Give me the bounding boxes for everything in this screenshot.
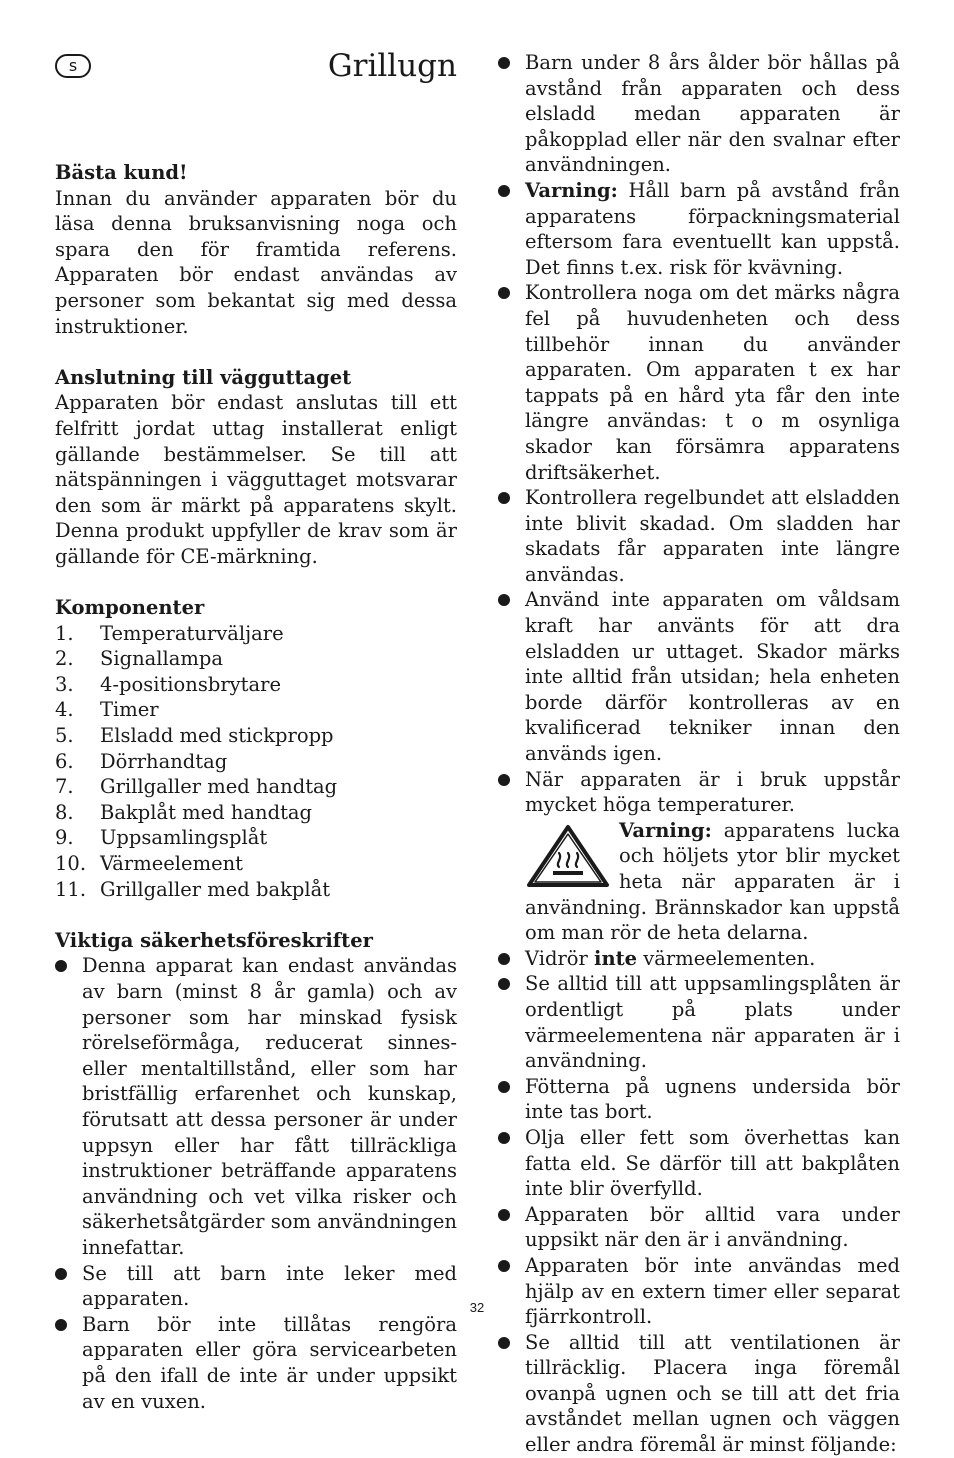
bullet-icon <box>498 594 510 606</box>
connection-heading: Anslutning till vägguttaget <box>55 365 352 389</box>
intro-text: Innan du använder apparaten bör du läsa denna bruksanvisning noga och spara den för framtida referens. Apparaten bör endast användas av personer som bekantat sig med dessa instruktioner. <box>55 186 457 338</box>
list-item: 3. 4-positionsbrytare <box>55 672 281 696</box>
list-item: Kontrollera noga om det märks några fel på huvudenheten och dess tillbehör innan du använder apparaten. Om apparaten t ex har tappats på en hård yta får den inte längre användas: t o m osynliga skador kan försämra apparatens driftsäkerhet. <box>498 280 900 485</box>
list-item: 10. Värmeelement <box>55 852 244 876</box>
bullet-icon <box>498 978 510 990</box>
list-item: Se till att barn inte leker med apparaten. <box>55 1261 457 1312</box>
list-item: Kontrollera regelbundet att elsladden inte blivit skadad. Om sladden har skadats får apparaten inte längre användas. <box>498 485 900 587</box>
list-item: Apparaten bör inte användas med hjälp av en extern timer eller separat fjärrkontroll. <box>498 1253 900 1330</box>
hot-surface-warning: Varning: apparatens lucka och höljets ytor blir mycket heta när apparaten är i användning. Brännskador kan uppstå om man rör de heta delarna. <box>525 818 900 945</box>
list-item: Apparaten bör alltid vara under uppsikt när den är i användning. <box>498 1202 900 1253</box>
language-badge: s <box>55 54 91 78</box>
bullet-icon <box>55 1319 67 1331</box>
hot-surface-warning-icon <box>525 823 611 889</box>
components-heading: Komponenter <box>55 596 205 620</box>
right-column <box>498 50 900 1458</box>
bullet-icon <box>498 1081 510 1093</box>
list-item: Se alltid till att ventilationen är tillräcklig. Placera inga föremål ovanpå ugnen och se till att det fria avståndet mellan ugnen och väggen eller andra föremål är minst följande: <box>498 1330 900 1458</box>
left-column <box>55 160 457 1414</box>
safety-heading: Viktiga säkerhetsföreskrifter <box>55 928 373 952</box>
bullet-icon <box>498 492 510 504</box>
list-item: 7. Grillgaller med handtag <box>55 775 338 799</box>
list-item: Vidrör inte värmeelementen. <box>498 946 900 972</box>
list-item: Varning: Håll barn på avstånd från apparatens förpackningsmaterial eftersom fara eventuellt kan uppstå. Det finns t.ex. risk för kvävning. <box>498 178 900 280</box>
bullet-icon <box>55 1268 67 1280</box>
list-item: Barn under 8 års ålder bör hållas på avstånd från apparaten och dess elsladd medan apparaten är påkopplad eller när den svalnar efter användningen. <box>498 50 900 178</box>
list-item: Se alltid till att uppsamlingsplåten är ordentligt på plats under värmeelementena när apparaten är i användning. <box>498 971 900 1073</box>
list-item: 9. Uppsamlingsplåt <box>55 826 268 850</box>
bullet-icon <box>498 774 510 786</box>
bullet-icon <box>498 287 510 299</box>
list-item: 6. Dörrhandtag <box>55 749 228 773</box>
list-item: Använd inte apparaten om våldsam kraft har använts för att dra elsladden ur uttaget. Skador märks inte alltid från utsidan; hela enheten borde därför kontrolleras av en kvalificerad tekniker innan den används igen. <box>498 587 900 766</box>
bullet-icon <box>55 960 67 972</box>
page-number: 32 <box>469 1300 485 1315</box>
list-item: 8. Bakplåt med handtag <box>55 800 313 824</box>
page-title: Grillugn <box>327 48 457 84</box>
list-item: 11. Grillgaller med bakplåt <box>55 877 331 901</box>
list-item: Olja eller fett som överhettas kan fatta eld. Se därför till att bakplåten inte blir överfylld. <box>498 1125 900 1202</box>
intro-heading: Bästa kund! <box>55 161 188 184</box>
list-item: 2. Signallampa <box>55 647 223 671</box>
bullet-icon <box>498 185 510 197</box>
list-item: När apparaten är i bruk uppstår mycket höga temperaturer. Varning: apparatens lucka och höljets ytor blir mycket heta när apparaten är i användning. Brännskador kan uppstå om man rör de heta delarna. <box>498 767 900 946</box>
bullet-icon <box>498 1260 510 1272</box>
components-list <box>55 621 457 903</box>
bullet-icon <box>498 1209 510 1221</box>
list-item: Barn bör inte tillåtas rengöra apparaten eller göra servicearbeten på den ifall de inte är under uppsikt av en vuxen. <box>55 1312 457 1414</box>
list-item: 1. Temperaturväljare <box>55 621 284 645</box>
bullet-icon <box>498 1132 510 1144</box>
list-item: Fötterna på ugnens undersida bör inte tas bort. <box>498 1074 900 1125</box>
bullet-icon <box>498 1337 510 1349</box>
list-item: 5. Elsladd med stickpropp <box>55 724 334 748</box>
bullet-icon <box>498 953 510 965</box>
list-item: 4. Timer <box>55 698 159 722</box>
connection-text: Apparaten bör endast anslutas till ett felfritt jordat uttag installerat enligt gällande bestämmelser. Se till att nätspänningen i vägguttaget motsvarar den som är märkt på apparatens skylt. Denna produkt uppfyller de krav som är gällande för CE-märkning. <box>55 391 457 568</box>
bullet-icon <box>498 57 510 69</box>
list-item: Denna apparat kan endast användas av barn (minst 8 år gamla) och av personer som har minskad fysisk rörelseförmåga, reducerat sinnes- eller mentaltillstånd, eller som har bristfällig erfarenhet och kunskap, förutsatt att dessa personer är under uppsyn eller har fått tillräckliga instruktioner beträffande apparatens användning och vet vilka risker och säkerhetsåtgärder som användningen innefattar. <box>55 953 457 1260</box>
